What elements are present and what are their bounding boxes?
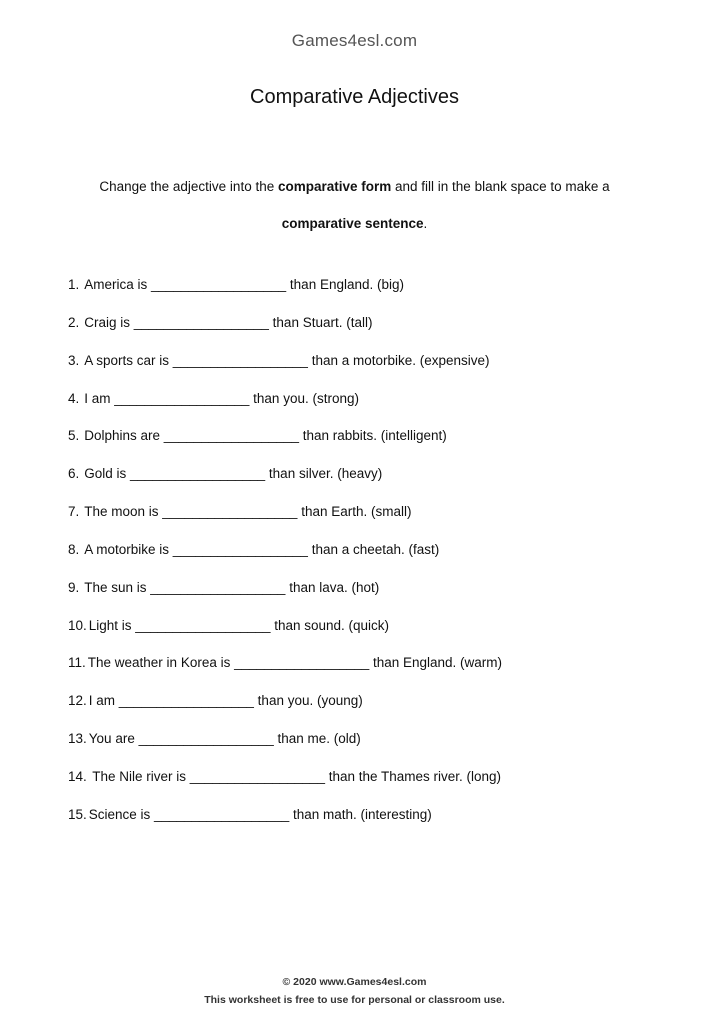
question-text: Science is __________________ than math. (interesting)	[88, 806, 432, 822]
question-text: The moon is __________________ than Earth. (small)	[84, 504, 412, 520]
question-list	[68, 272, 668, 840]
question-number: 10.	[68, 617, 87, 633]
footer-note: This worksheet is free to use for personal or classroom use.	[204, 994, 505, 1006]
question-text: The Nile river is __________________ than the Thames river. (long)	[88, 768, 502, 784]
question-text: The weather in Korea is __________________ than England. (warm)	[87, 655, 503, 671]
instruction-text: Change the adjective into the	[99, 179, 278, 194]
page-title: Comparative Adjectives	[250, 86, 459, 108]
question-item	[68, 272, 668, 310]
question-text: The sun is __________________ than lava. (hot)	[84, 579, 380, 595]
question-item	[68, 386, 668, 424]
question-number: 1.	[68, 277, 80, 292]
instruction-bold-text: comparative sentence	[281, 216, 424, 231]
question-item	[68, 423, 668, 461]
question-text: A sports car is __________________ than a motorbike. (expensive)	[84, 352, 490, 368]
footer	[0, 973, 709, 1009]
question-number: 11.	[68, 655, 86, 671]
instructions	[60, 168, 649, 242]
question-item	[68, 461, 668, 499]
question-item	[68, 537, 668, 575]
question-text: A motorbike is __________________ than a cheetah. (fast)	[84, 541, 440, 557]
instruction-bold-text: comparative form	[277, 179, 392, 194]
question-text: Dolphins are __________________ than rabbits. (intelligent)	[84, 428, 447, 444]
question-number: 13.	[68, 731, 87, 747]
question-number: 9.	[68, 579, 80, 595]
question-item	[68, 726, 668, 764]
question-number: 15.	[68, 806, 87, 822]
instruction-text: .	[423, 216, 428, 231]
question-item	[68, 802, 668, 840]
question-item	[68, 310, 668, 348]
question-number: 6.	[68, 466, 80, 482]
question-item	[68, 688, 668, 726]
question-number: 2.	[68, 314, 80, 330]
question-text: Craig is __________________ than Stuart. (tall)	[84, 314, 373, 330]
question-item	[68, 650, 668, 688]
question-number: 4.	[68, 390, 80, 406]
question-text: I am __________________ than you. (strong)	[84, 390, 359, 406]
question-text: Gold is __________________ than silver. (heavy)	[84, 466, 383, 482]
site-header: Games4esl.com	[291, 31, 418, 50]
footer-copyright: © 2020 www.Games4esl.com	[282, 976, 427, 988]
question-number: 3.	[68, 352, 80, 368]
question-number: 14.	[68, 768, 87, 784]
question-number: 8.	[68, 541, 80, 557]
question-number: 5.	[68, 428, 80, 444]
question-number: 12.	[68, 693, 87, 709]
question-text: America is __________________ than England. (big)	[84, 277, 405, 292]
question-text: I am __________________ than you. (young)	[88, 693, 363, 709]
question-item	[68, 348, 668, 386]
question-item	[68, 575, 668, 613]
question-item	[68, 499, 668, 537]
question-item	[68, 764, 668, 802]
question-item	[68, 613, 668, 651]
question-text: Light is __________________ than sound. (quick)	[88, 617, 390, 633]
instruction-text: and fill in the blank space to make a	[391, 179, 610, 194]
question-number: 7.	[68, 504, 80, 520]
question-text: You are __________________ than me. (old)	[88, 731, 361, 747]
